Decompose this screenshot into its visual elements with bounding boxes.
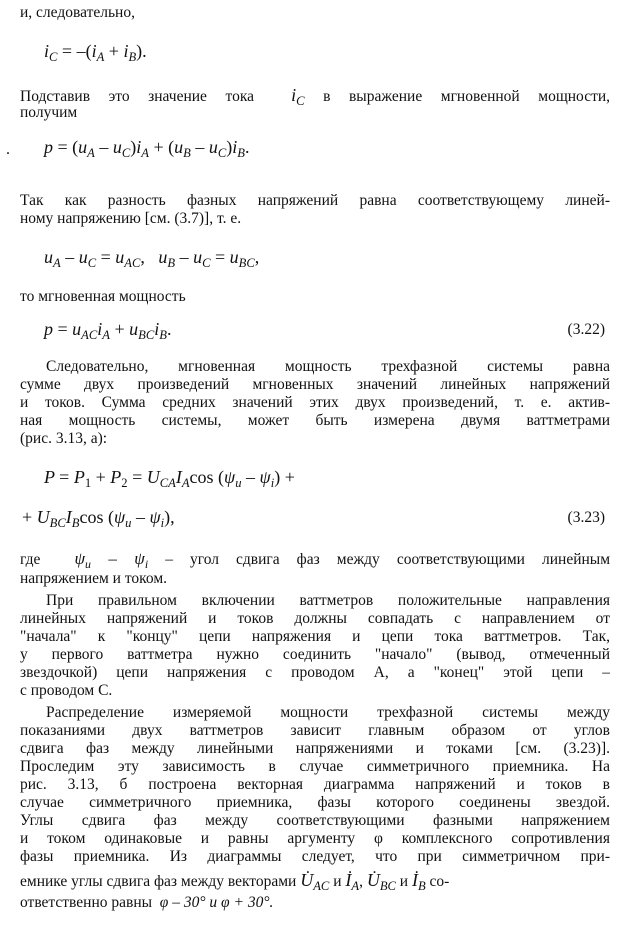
text-line: линейных напряжений и токов должны совпадать с направлением от	[20, 610, 610, 627]
text-line: Распределение измеряемой мощности трехфазной системы между	[46, 704, 610, 721]
text-line: показаниями двух ваттметров зависит главным образом от углов	[20, 722, 610, 739]
equation-linear-voltages: $u_A - u_C = u_{AC}$, $u_B - u_C = u_{BC}$,	[44, 247, 260, 270]
text-line: (рис. 3.13, а):	[20, 430, 108, 447]
text-line: При правильном включении ваттметров положительные направления	[46, 592, 610, 609]
text-line: и, следовательно,	[20, 4, 135, 21]
equation-number: (3.23)	[567, 509, 605, 526]
text-line: и токов. Сумма средних значений этих двух произведений, т. е. актив-	[20, 394, 610, 411]
text-line: Проследим эту зависимость в случае симметричного приемника. На	[20, 758, 610, 775]
text-line: Так как разность фазных напряжений равна соответствующему линей-	[20, 192, 610, 209]
text-line: Углы сдвига фаз между соответствующими фазными напряжением	[20, 812, 610, 829]
text-line: получим	[20, 104, 78, 121]
text-line: напряжением и током.	[20, 570, 168, 587]
text-line: ная мощность системы, может быть измерена двумя ваттметрами	[20, 412, 610, 429]
equation-3-23-part2: + $U_{BC}I_B\cos$ $(\psi_u - \psi_i)$,	[22, 507, 175, 530]
text-line: "начала" к "концу" цепи напряжения и цепи тока ваттметров. Так,	[20, 628, 610, 645]
text-line: звездочкой) цепи напряжения с проводом A, а "конец" этой цепи –	[20, 664, 610, 681]
equation-ic: $i_C = -(i_A + i_B)$.	[44, 41, 147, 64]
equation-number: (3.22)	[567, 321, 605, 338]
text-line: фазы приемника. Из диаграммы следует, что при симметричном при-	[20, 848, 610, 865]
equation-3-23-part1: $P = P_1 + P_2 = U_{CA}I_A\cos$ $(\psi_u - \psi_i)$ +	[44, 467, 295, 490]
text-line: случае симметричного приемника, фазы которого соединены звездой.	[20, 794, 610, 811]
text-line: и током одинаковые и равны аргументу φ комплексного сопротивления	[20, 830, 610, 847]
text-line: ответственно равны φ – 30° и φ + 30°.	[20, 894, 274, 911]
text-line: сумме двух произведений мгновенных значений линейных напряжений	[20, 376, 610, 393]
stray-dot: .	[6, 141, 10, 158]
text-line: Подставив это значение тока $i_C$ в выражение мгновенной мощности,	[20, 86, 610, 108]
text-line: у первого ваттметра нужно соединить "начало" (вывод, отмеченный	[20, 646, 610, 663]
equation-3-22: $p = u_{AC}i_A + u_{BC}i_B$.	[44, 319, 172, 342]
text-line: с проводом C.	[20, 682, 113, 699]
text-line: рис. 3.13, б построена векторная диаграмма напряжений и токов в	[20, 776, 610, 793]
text-line: где $\psi_u - \psi_i$ – угол сдвига фаз между соответствующими линейным	[20, 550, 610, 571]
text-line: Следовательно, мгновенная мощность трехфазной системы равна	[46, 358, 610, 375]
text-line: сдвига фаз между линейными напряжениями и токами [см. (3.23)].	[20, 740, 610, 757]
equation-p: $p = (u_A - u_C)i_A + (u_B - u_C)i_B$.	[44, 137, 250, 160]
text-line: ному напряжению [см. (3.7)], т. е.	[20, 210, 242, 227]
text-line: емнике углы сдвига фаз между векторами $U̇_{AC}$ и $İ_A$, $U̇_{BC}$ и $İ_B$ со-	[20, 870, 450, 892]
text-line: то мгновенная мощность	[20, 288, 186, 305]
